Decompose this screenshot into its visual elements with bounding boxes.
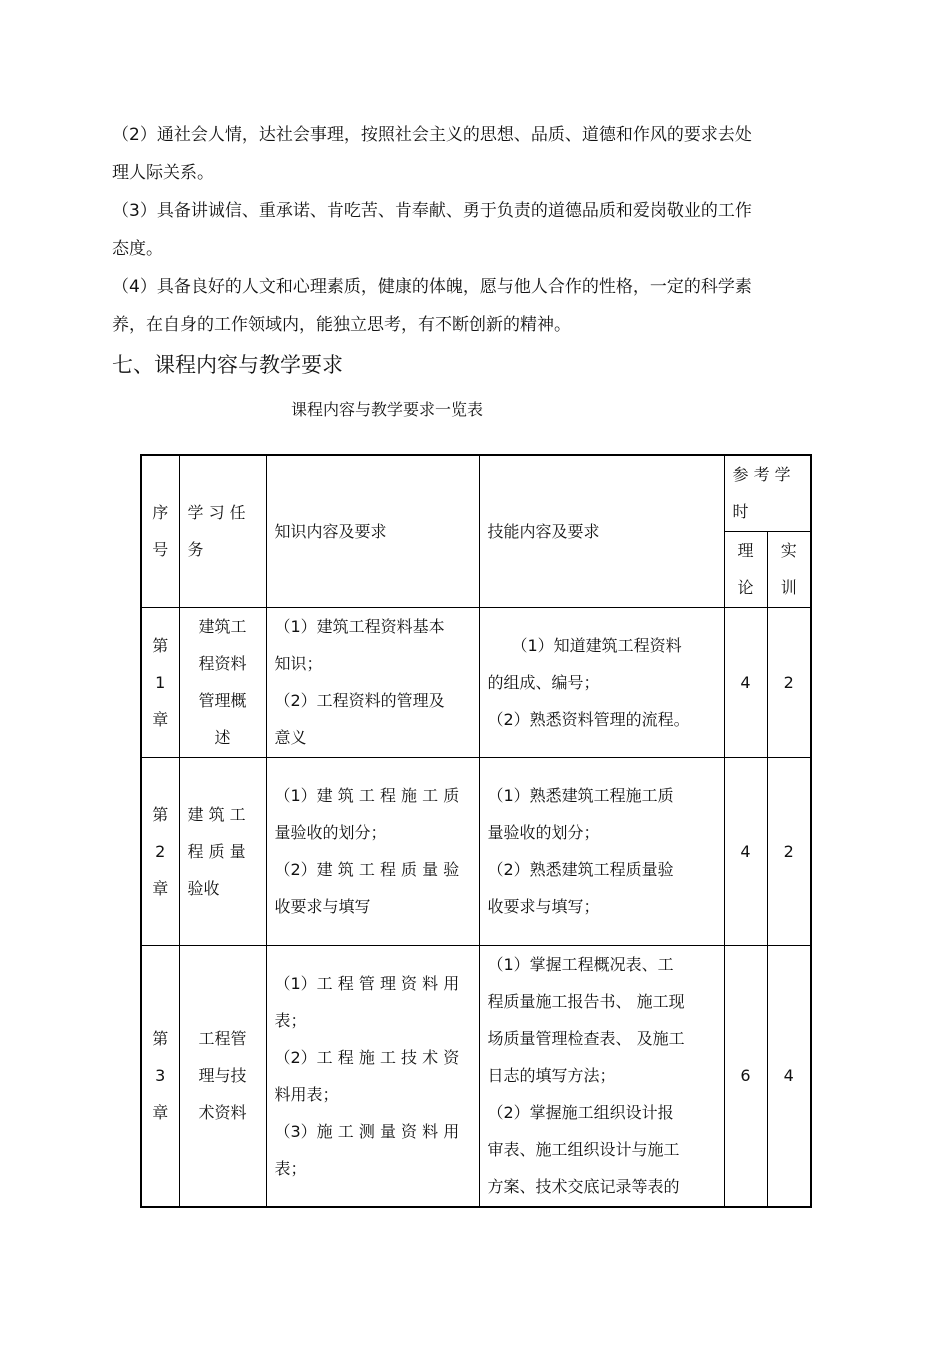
row-theory-hours: 4 [724, 757, 767, 945]
row-knowledge: （1）工 程 管 理 资 料 用 表； （2）工 程 施 工 技 术 资 料用表； （3）施 工 测 量 资 料 用 表； [266, 945, 479, 1207]
section-title: 七、课程内容与教学要求 [112, 353, 343, 377]
paragraph-line: （3）具备讲诚信、重承诺、肯吃苦、肯奉献、勇于负责的道德品质和爱岗敬业的工作 [112, 201, 752, 221]
header-seq: 序 号 [141, 455, 179, 607]
row-skill: （1）熟悉建筑工程施工质 量验收的划分； （2）熟悉建筑工程质量验 收要求与填写； [479, 757, 724, 945]
paragraph-line: 理人际关系。 [112, 163, 214, 183]
table-caption: 课程内容与教学要求一览表 [291, 400, 484, 419]
row-skill: （1）知道建筑工程资料 的组成、编号； （2）熟悉资料管理的流程。 [479, 607, 724, 757]
row-practice-hours: 2 [767, 757, 811, 945]
header-hours: 参 考 学 时 [724, 455, 811, 531]
row-practice-hours: 2 [767, 607, 811, 757]
header-task: 学 习 任 务 [179, 455, 266, 607]
row-task: 工程管 理与技 术资料 [179, 945, 266, 1207]
row-skill: （1）掌握工程概况表、工 程质量施工报告书、 施工现 场质量管理检查表、 及施工 日志的填写方法； （2）掌握施工组织设计报 审表、施工组织设计与施工 方案、技术交底记录等表的 [479, 945, 724, 1207]
paragraph-line: 态度。 [112, 239, 163, 259]
row-theory-hours: 6 [724, 945, 767, 1207]
paragraph-line: 养，在自身的工作领域内，能独立思考，有不断创新的精神。 [112, 315, 571, 335]
header-theory: 理 论 [724, 531, 767, 607]
row-seq: 第 3 章 [141, 945, 179, 1207]
row-knowledge: （1）建筑工程资料基本 知识； （2）工程资料的管理及 意义 [266, 607, 479, 757]
row-theory-hours: 4 [724, 607, 767, 757]
row-seq: 第 2 章 [141, 757, 179, 945]
table-row [141, 945, 811, 1207]
paragraph-line: （2）通社会人情，达社会事理，按照社会主义的思想、品质、道德和作风的要求去处 [112, 125, 752, 145]
header-practice: 实 训 [767, 531, 811, 607]
row-seq: 第 1 章 [141, 607, 179, 757]
paragraph-3 [112, 192, 802, 268]
paragraph-2 [112, 116, 802, 192]
table-header-row [141, 455, 811, 531]
course-content-table [140, 454, 812, 1208]
table-row [141, 607, 811, 757]
row-knowledge: （1）建 筑 工 程 施 工 质 量验收的划分； （2）建 筑 工 程 质 量 验 收要求与填写 [266, 757, 479, 945]
row-task: 建 筑 工 程 质 量 验收 [179, 757, 266, 945]
paragraph-line: （4）具备良好的人文和心理素质，健康的体魄，愿与他人合作的性格，一定的科学素 [112, 277, 752, 297]
table-row [141, 757, 811, 945]
paragraph-4 [112, 268, 802, 344]
row-practice-hours: 4 [767, 945, 811, 1207]
header-knowledge: 知识内容及要求 [266, 455, 479, 607]
row-task: 建筑工 程资料 管理概 述 [179, 607, 266, 757]
header-skill: 技能内容及要求 [479, 455, 724, 607]
